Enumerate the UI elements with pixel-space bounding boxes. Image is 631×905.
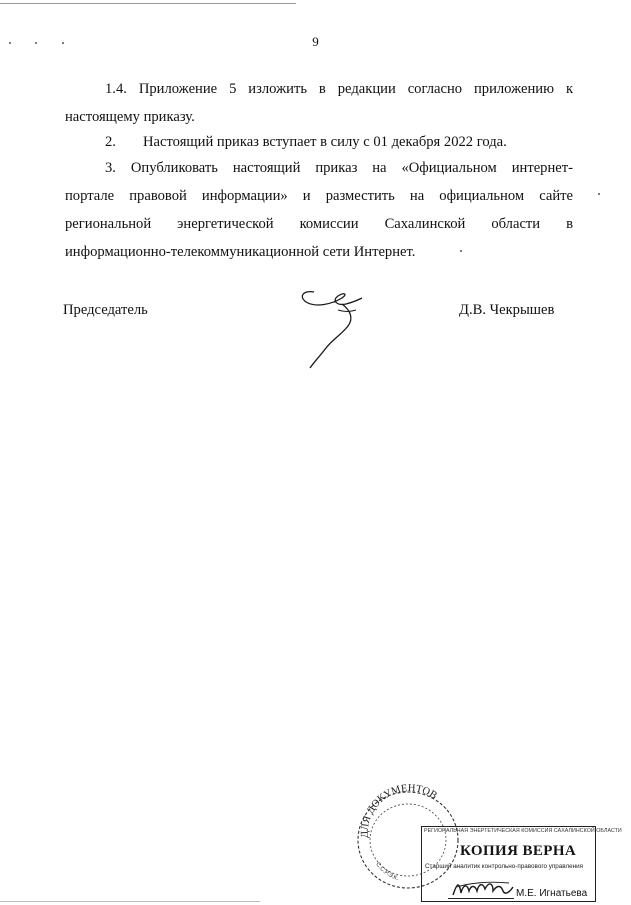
copy-certified-stamp xyxy=(421,826,622,902)
paragraph-1-4 xyxy=(65,80,573,127)
stamp-signature-line xyxy=(448,898,514,899)
word: области xyxy=(491,216,541,232)
word: в xyxy=(318,81,326,97)
stamp-title: КОПИЯ ВЕРНА xyxy=(460,843,577,859)
word: на xyxy=(409,188,425,204)
word: портале xyxy=(65,188,115,204)
word: интернет- xyxy=(511,160,573,176)
word: комиссии xyxy=(299,216,359,232)
paragraph-1-4-line-2: настоящему приказу. xyxy=(65,109,195,125)
scan-bottom-border xyxy=(0,901,260,902)
word: к xyxy=(565,81,574,97)
word: информации» xyxy=(201,188,288,204)
paragraph-2 xyxy=(65,133,573,152)
stamp-handwritten-signature xyxy=(449,877,515,899)
handwritten-signature xyxy=(292,282,372,372)
paragraph-3-line-2 xyxy=(65,187,573,206)
paragraph-number: 2. xyxy=(105,134,116,150)
word: сайте xyxy=(539,188,573,204)
word: редакции xyxy=(337,81,396,97)
word: «Официальном xyxy=(401,160,497,176)
paragraph-3-line-3 xyxy=(65,215,573,234)
word: Опубликовать xyxy=(130,160,218,176)
page-number: 9 xyxy=(312,34,319,49)
stamp-name: М.Е. Игнатьева xyxy=(516,888,588,899)
word: региональной xyxy=(65,216,152,232)
paragraph-2-line xyxy=(65,133,573,152)
paragraph-number: 3. xyxy=(105,160,116,176)
paragraph-3 xyxy=(65,159,573,262)
scan-speck xyxy=(598,193,600,195)
signatory-position: Председатель xyxy=(63,302,148,318)
round-stamp-text-bottom: С.С.Р.Э.К. xyxy=(374,861,400,883)
word: настоящий xyxy=(232,160,301,176)
word: в xyxy=(566,216,574,232)
word: 5 xyxy=(229,81,237,97)
signatory-name: Д.В. Чекрышев xyxy=(459,302,555,318)
stamp-position: Старший аналитик контрольно-правового управления xyxy=(425,863,584,870)
stamp-organization: РЕГИОНАЛЬНАЯ ЭНЕРГЕТИЧЕСКАЯ КОМИССИЯ САХАЛИНСКОЙ ОБЛАСТИ xyxy=(424,828,622,834)
word: Приложение xyxy=(138,81,218,97)
word: Сахалинской xyxy=(384,216,466,232)
paragraph-number: 1.4. xyxy=(105,81,127,97)
word: и xyxy=(302,188,311,204)
scan-top-border xyxy=(0,3,296,4)
paragraph-3-line-4: информационно-телекоммуникационной сети Интернет. xyxy=(65,244,416,260)
word: энергетической xyxy=(177,216,274,232)
word: изложить xyxy=(248,81,307,97)
word: приложению xyxy=(473,81,555,97)
paragraph-3-line-1 xyxy=(65,159,573,178)
word: согласно xyxy=(407,81,463,97)
word: на xyxy=(372,160,387,176)
word: правовой xyxy=(129,188,187,204)
paragraph-1-4-line-1 xyxy=(65,80,573,99)
round-stamp-text-top: ДЛЯ ДОКУМЕНТОВ xyxy=(359,783,439,839)
paragraph-2-text: Настоящий приказ вступает в силу с 01 декабря 2022 года. xyxy=(143,134,507,150)
word: приказ xyxy=(315,160,358,176)
word: разместить xyxy=(325,188,395,204)
word: официальном xyxy=(439,188,525,204)
